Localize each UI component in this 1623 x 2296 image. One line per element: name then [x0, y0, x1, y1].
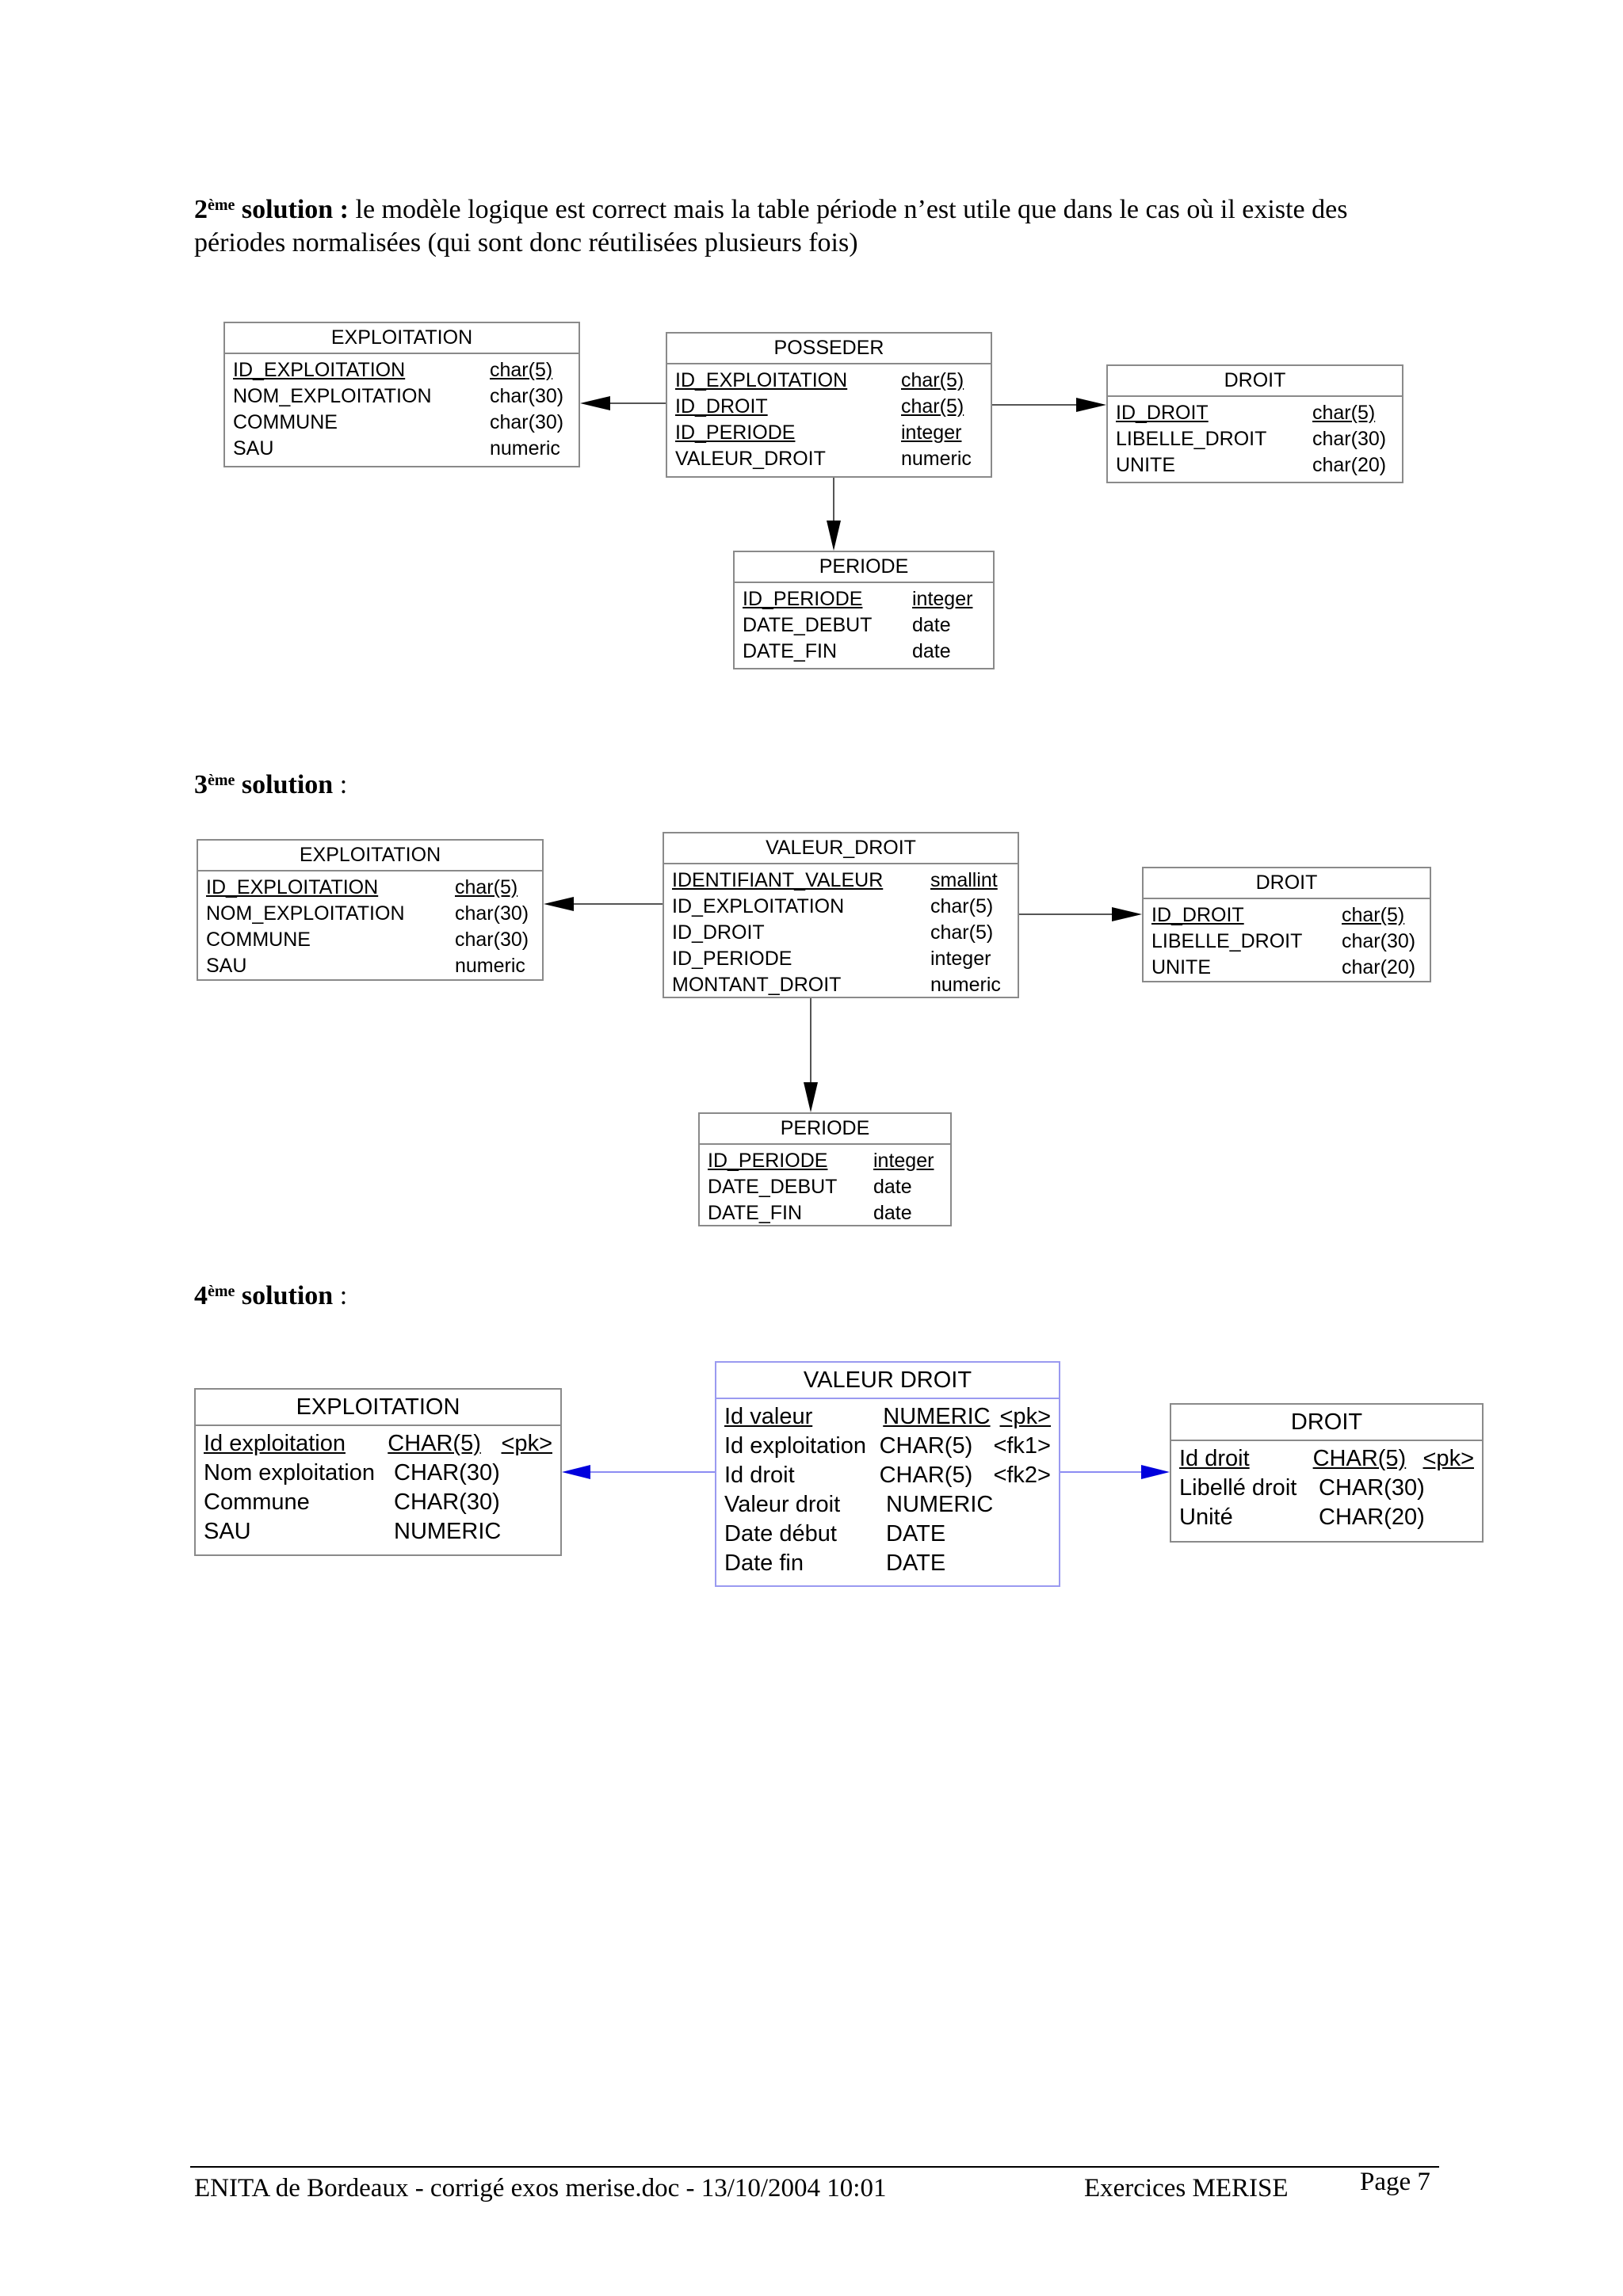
column-name: Valeur droit — [724, 1492, 841, 1517]
section3-ordinal: 3 — [194, 770, 208, 799]
section2-text-line2: périodes normalisées (qui sont donc réutilisées plusieurs fois) — [194, 228, 858, 257]
column-type: char(5) — [930, 921, 994, 944]
column-type: char(5) — [901, 369, 964, 391]
section3-superscript: ème — [208, 772, 235, 789]
column-type: char(5) — [901, 395, 964, 418]
column-type: smallint — [930, 869, 998, 891]
column-type: integer — [873, 1150, 934, 1172]
column-name: ID_EXPLOITATION — [233, 359, 406, 381]
column-type: CHAR(20) — [1319, 1505, 1425, 1530]
section4-colon: : — [333, 1281, 348, 1310]
column-type: char(30) — [455, 929, 529, 951]
section3-colon: : — [333, 770, 348, 799]
column-name: NOM_EXPLOITATION — [233, 385, 432, 407]
column-type: CHAR(30) — [394, 1460, 500, 1486]
column-key-tag: <pk> — [999, 1404, 1051, 1429]
column-type: numeric — [930, 974, 1001, 996]
column-key-tag: <pk> — [1423, 1446, 1474, 1471]
entity-title: PERIODE — [735, 552, 993, 583]
column-name: DATE_DEBUT — [743, 614, 873, 636]
column-name: COMMUNE — [233, 411, 338, 433]
section4-superscript: ème — [208, 1283, 235, 1300]
column-name: ID_PERIODE — [675, 421, 796, 444]
column-key-tag: <fk1> — [993, 1433, 1051, 1459]
footer-center: Exercices MERISE — [1084, 2174, 1289, 2203]
s3-link-valeur-periode — [804, 998, 818, 1112]
column-name: ID_DROIT — [672, 921, 765, 944]
column-type: char(30) — [455, 902, 529, 925]
column-key-tag: <fk2> — [993, 1463, 1051, 1488]
column-type: char(5) — [490, 359, 553, 381]
s4-link-valeur-droit — [1060, 1465, 1170, 1479]
column-type: CHAR(5) — [879, 1433, 973, 1459]
column-name: ID_DROIT — [1151, 904, 1244, 926]
entity-title: VALEUR DROIT — [716, 1363, 1059, 1399]
footer-page: Page 7 — [1360, 2168, 1430, 2196]
column-type: CHAR(5) — [879, 1463, 973, 1488]
column-name: NOM_EXPLOITATION — [206, 902, 405, 925]
column-type: integer — [901, 421, 962, 444]
column-type: char(5) — [455, 876, 518, 898]
column-type: CHAR(30) — [1319, 1475, 1425, 1501]
column-name: ID_PERIODE — [672, 948, 792, 970]
column-name: DATE_FIN — [743, 640, 837, 662]
column-type: char(20) — [1342, 956, 1416, 978]
entity-title: EXPLOITATION — [225, 323, 579, 354]
footer-left: ENITA de Bordeaux - corrigé exos merise.doc - 13/10/2004 10:01 — [194, 2174, 887, 2203]
section2-superscript: ème — [208, 196, 235, 214]
column-name: LIBELLE_DROIT — [1151, 930, 1303, 952]
column-type: numeric — [455, 955, 525, 977]
column-name: Id exploitation — [724, 1433, 866, 1459]
entity-title: DROIT — [1108, 366, 1402, 397]
s3-link-valeur-droit — [1019, 907, 1142, 921]
column-type: date — [873, 1176, 912, 1198]
column-key-tag: <pk> — [501, 1431, 552, 1456]
column-type: date — [912, 640, 951, 662]
column-name: Unité — [1179, 1505, 1233, 1530]
column-name: UNITE — [1116, 454, 1175, 476]
column-type: char(30) — [490, 411, 564, 433]
column-name: LIBELLE_DROIT — [1116, 428, 1267, 450]
column-name: ID_PERIODE — [708, 1150, 828, 1172]
column-type: CHAR(30) — [394, 1489, 500, 1515]
entity-title: VALEUR_DROIT — [664, 833, 1018, 864]
column-name: Date fin — [724, 1550, 804, 1576]
column-name: IDENTIFIANT_VALEUR — [672, 869, 884, 891]
column-type: char(20) — [1312, 454, 1387, 476]
entity-title: EXPLOITATION — [196, 1390, 560, 1426]
column-type: NUMERIC — [883, 1404, 991, 1429]
column-name: DATE_DEBUT — [708, 1176, 838, 1198]
column-name: SAU — [204, 1519, 251, 1544]
column-name: Id valeur — [724, 1404, 813, 1429]
column-name: ID_DROIT — [675, 395, 768, 418]
column-name: COMMUNE — [206, 929, 311, 951]
column-name: MONTANT_DROIT — [672, 974, 842, 996]
column-type: char(30) — [1342, 930, 1416, 952]
column-type: DATE — [886, 1550, 946, 1576]
column-name: Id exploitation — [204, 1431, 346, 1456]
column-type: char(30) — [490, 385, 564, 407]
section3-label: solution — [241, 770, 334, 799]
column-name: Date début — [724, 1521, 837, 1547]
section2-label: solution : — [241, 195, 349, 224]
column-type: DATE — [886, 1521, 946, 1547]
section2-text-line1: le modèle logique est correct mais la table période n’est utile que dans le cas où il existe des — [349, 195, 1348, 224]
column-name: ID_EXPLOITATION — [672, 895, 845, 917]
s3-link-valeur-exploitation — [544, 897, 663, 911]
column-name: ID_PERIODE — [743, 588, 863, 610]
column-name: Id droit — [724, 1463, 795, 1488]
section2-ordinal: 2 — [194, 195, 208, 224]
column-type: char(5) — [1342, 904, 1405, 926]
column-type: numeric — [901, 448, 972, 470]
column-name: VALEUR_DROIT — [675, 448, 826, 470]
section4-label: solution — [241, 1281, 334, 1310]
column-name: ID_DROIT — [1116, 402, 1209, 424]
column-name: Commune — [204, 1489, 310, 1515]
column-name: DATE_FIN — [708, 1202, 802, 1224]
s2-link-posseder-exploitation — [580, 396, 666, 410]
column-type: NUMERIC — [394, 1519, 502, 1544]
s2-link-posseder-periode — [827, 478, 841, 551]
footer-rule — [190, 2166, 1439, 2168]
column-type: CHAR(5) — [1312, 1446, 1407, 1471]
column-type: char(5) — [1312, 402, 1376, 424]
entity-title: DROIT — [1171, 1405, 1482, 1441]
s4-link-valeur-exploitation — [562, 1465, 715, 1479]
entity-title: DROIT — [1144, 868, 1430, 899]
entity-title: PERIODE — [700, 1114, 950, 1145]
column-name: Libellé droit — [1179, 1475, 1297, 1501]
column-type: char(5) — [930, 895, 994, 917]
column-type: NUMERIC — [886, 1492, 994, 1517]
column-name: ID_EXPLOITATION — [206, 876, 379, 898]
column-name: Nom exploitation — [204, 1460, 375, 1486]
entity-title: EXPLOITATION — [198, 841, 542, 871]
column-type: date — [912, 614, 951, 636]
column-type: integer — [930, 948, 991, 970]
column-name: Id droit — [1179, 1446, 1250, 1471]
column-type: CHAR(5) — [388, 1431, 481, 1456]
column-name: SAU — [233, 437, 274, 460]
column-type: numeric — [490, 437, 560, 460]
column-type: integer — [912, 588, 973, 610]
column-name: UNITE — [1151, 956, 1211, 978]
column-type: char(30) — [1312, 428, 1387, 450]
entity-title: POSSEDER — [667, 334, 991, 364]
column-type: date — [873, 1202, 912, 1224]
s2-link-posseder-droit — [992, 398, 1106, 412]
section4-ordinal: 4 — [194, 1281, 208, 1310]
column-name: SAU — [206, 955, 247, 977]
column-name: ID_EXPLOITATION — [675, 369, 848, 391]
